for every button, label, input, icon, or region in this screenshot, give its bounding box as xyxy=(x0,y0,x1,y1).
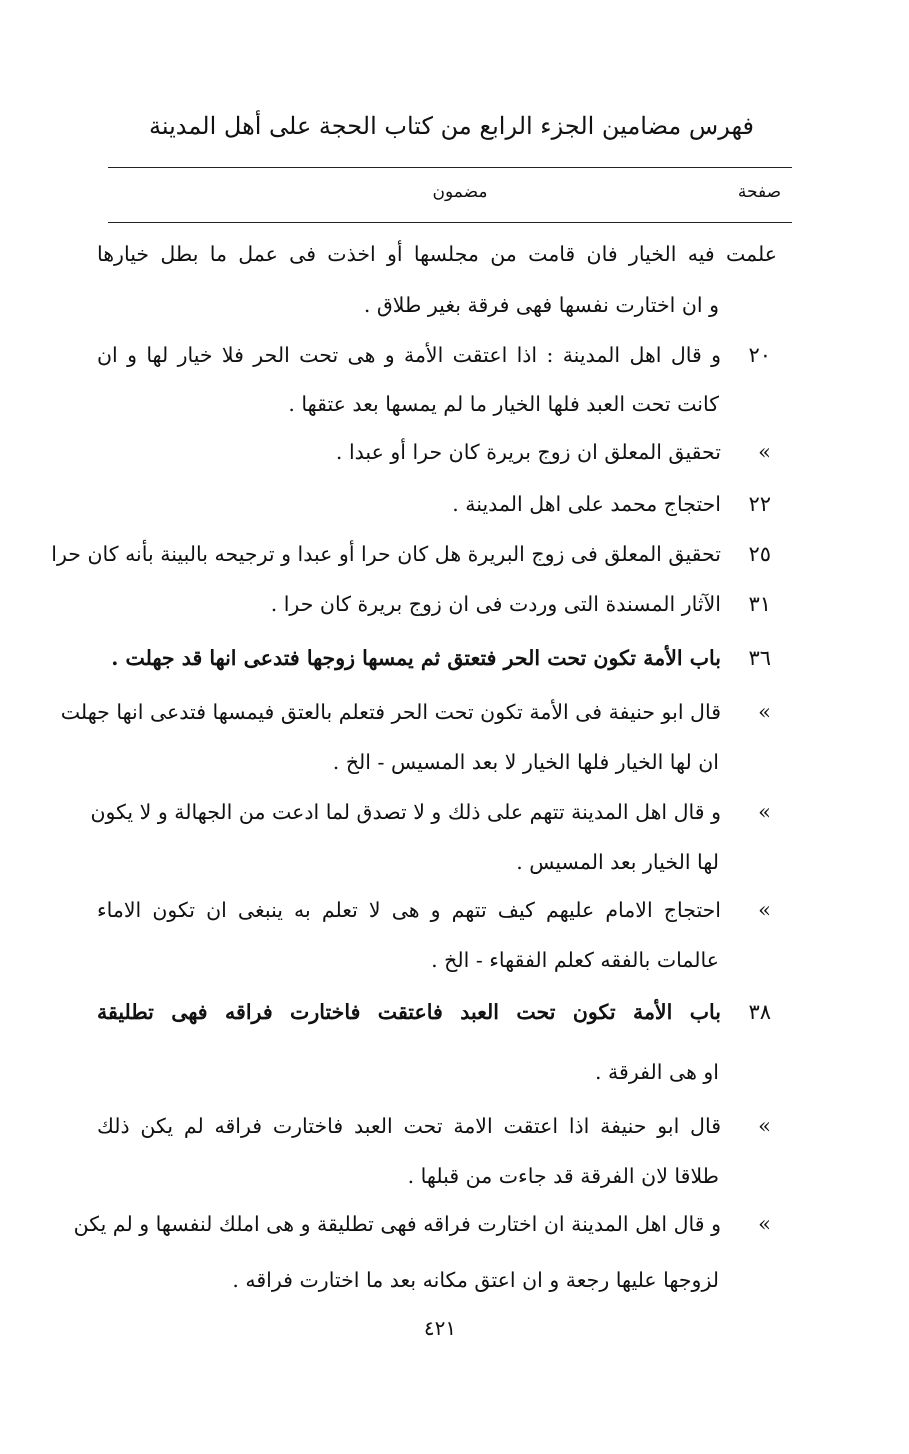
entry-line: علمت فيه الخيار فان قامت من مجلسها أو اخذت فى عمل ما بطل خيارها xyxy=(97,242,777,266)
entry-line: تحقيق المعلق فى زوج البريرة هل كان حرا أو عبدا و ترجيحه بالبينة بأنه كان حرا xyxy=(51,542,721,566)
entry-line: لها الخيار بعد المسيس . xyxy=(516,850,719,874)
entry-page-number: ٣٨ xyxy=(748,1000,771,1024)
header-rule xyxy=(108,222,792,223)
entry-line: طلاقا لان الفرقة قد جاءت من قبلها . xyxy=(407,1164,719,1188)
entry-page-number: ٢٥ xyxy=(748,542,771,566)
entry-page-number: ٢٠ xyxy=(748,343,771,367)
chapter-heading: باب الأمة تكون تحت الحر فتعتق ثم يمسها زوجها فتدعى انها قد جهلت . xyxy=(111,646,721,670)
column-header-page: صفحة xyxy=(737,182,781,202)
entry-line: و قال اهل المدينة تتهم على ذلك و لا تصدق لما ادعت من الجهالة و لا يكون xyxy=(90,800,721,824)
entry-line: الآثار المسندة التى وردت فى ان زوج بريرة كان حرا . xyxy=(270,592,721,616)
column-header-content: مضمون xyxy=(432,182,488,202)
entry-line: لزوجها عليها رجعة و ان اعتق مكانه بعد ما اختارت فراقه . xyxy=(232,1268,719,1292)
entry-page-number: ٣١ xyxy=(748,592,771,616)
entry-line: و ان اختارت نفسها فهى فرقة بغير طلاق . xyxy=(363,293,719,317)
entry-line: و قال اهل المدينة : اذا اعتقت الأمة و هى تحت الحر فلا خيار لها و ان xyxy=(97,343,721,367)
entry-ditto-mark: » xyxy=(758,1114,771,1138)
chapter-heading: باب الأمة تكون تحت العبد فاعتقت فاختارت فراقه فهى تطليقة xyxy=(97,1000,721,1024)
entry-page-number: ٣٦ xyxy=(748,646,771,670)
entry-line: احتجاج الامام عليهم كيف تتهم و هى لا تعلم به ينبغى ان تكون الاماء xyxy=(97,898,721,922)
entry-line: كانت تحت العبد فلها الخيار ما لم يمسها بعد عتقها . xyxy=(288,392,719,416)
entry-line: تحقيق المعلق ان زوج بريرة كان حرا أو عبدا . xyxy=(335,440,721,464)
entry-ditto-mark: » xyxy=(758,898,771,922)
entry-line: و قال اهل المدينة ان اختارت فراقه فهى تطليقة و هى املك لنفسها و لم يكن xyxy=(73,1212,721,1236)
entry-ditto-mark: » xyxy=(758,800,771,824)
entry-line: قال ابو حنيفة فى الأمة تكون تحت الحر فتعلم بالعتق فيمسها فتدعى انها جهلت xyxy=(60,700,721,724)
entry-line: عالمات بالفقه كعلم الفقهاء - الخ . xyxy=(431,948,719,972)
entry-ditto-mark: » xyxy=(758,440,771,464)
entry-line: ان لها الخيار فلها الخيار لا بعد المسيس - الخ . xyxy=(332,750,719,774)
entry-line: قال ابو حنيفة اذا اعتقت الامة تحت العبد فاختارت فراقه لم يكن ذلك xyxy=(97,1114,721,1138)
entry-ditto-mark: » xyxy=(758,1212,771,1236)
entry-ditto-mark: » xyxy=(758,700,771,724)
page-title: فهرس مضامين الجزء الرابع من كتاب الحجة على أهل المدينة xyxy=(149,112,754,140)
entry-page-number: ٢٢ xyxy=(748,492,771,516)
entry-line: او هى الفرقة . xyxy=(595,1060,719,1084)
entry-line: احتجاج محمد على اهل المدينة . xyxy=(452,492,721,516)
page-number: ٤٢١ xyxy=(423,1316,457,1340)
title-rule xyxy=(108,167,792,168)
